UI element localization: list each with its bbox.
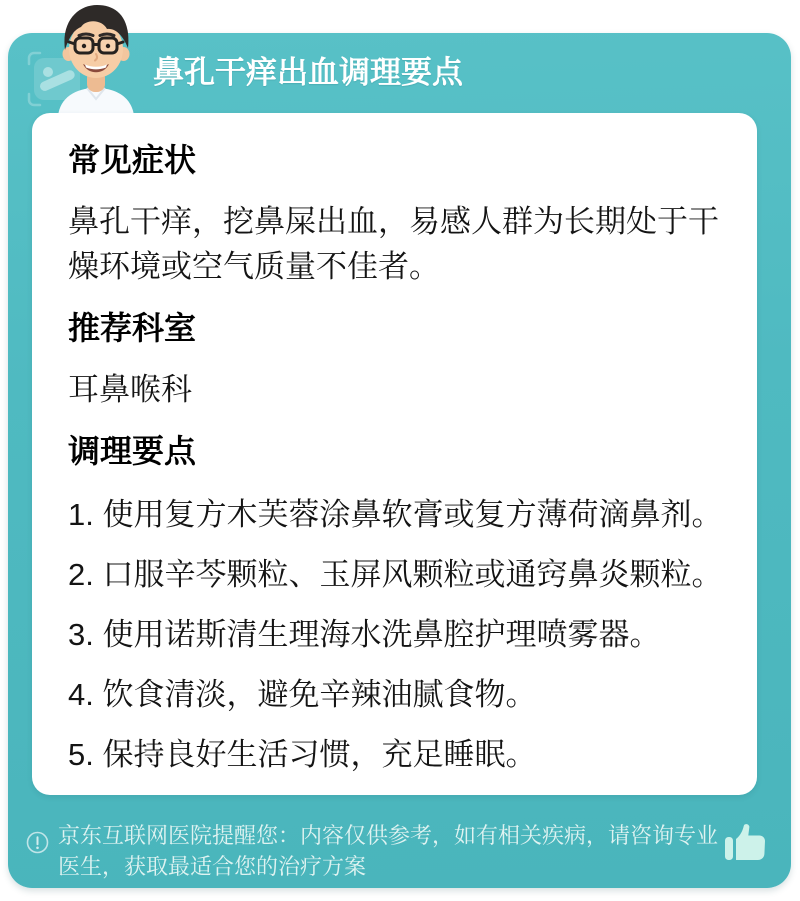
care-point-item: 3. 使用诺斯清生理海水洗鼻腔护理喷雾器。 bbox=[68, 617, 661, 652]
disclaimer-text: 京东互联网医院提醒您：内容仅供参考，如有相关疾病，请咨询专业医生，获取最适合您的治疗方案 bbox=[58, 823, 719, 879]
care-point-item: 1. 使用复方木芙蓉涂鼻软膏或复方薄荷滴鼻剂。 bbox=[68, 497, 723, 532]
care-point-item: 4. 饮食清淡，避免辛辣油腻食物。 bbox=[68, 677, 537, 712]
content-card bbox=[32, 113, 757, 795]
section-heading-care: 调理要点 bbox=[68, 433, 197, 469]
care-point-item: 2. 口服辛芩颗粒、玉屏风颗粒或通窍鼻炎颗粒。 bbox=[68, 557, 723, 592]
doctor-avatar bbox=[50, 2, 142, 116]
card-title: 鼻孔干痒出血调理要点 bbox=[153, 55, 463, 90]
section-heading-symptoms: 常见症状 bbox=[68, 142, 197, 178]
section-heading-department: 推荐科室 bbox=[68, 310, 197, 346]
section-body-symptoms: 鼻孔干痒，挖鼻屎出血，易感人群为长期处于干燥环境或空气质量不佳者。 bbox=[68, 204, 719, 284]
thumbs-up-icon[interactable] bbox=[720, 821, 768, 865]
section-body-department: 耳鼻喉科 bbox=[68, 372, 192, 407]
info-exclamation-icon bbox=[26, 831, 49, 859]
care-points-list bbox=[68, 492, 737, 777]
care-point-item: 5. 保持良好生活习惯，充足睡眠。 bbox=[68, 737, 537, 772]
disclaimer-bar bbox=[26, 820, 774, 882]
